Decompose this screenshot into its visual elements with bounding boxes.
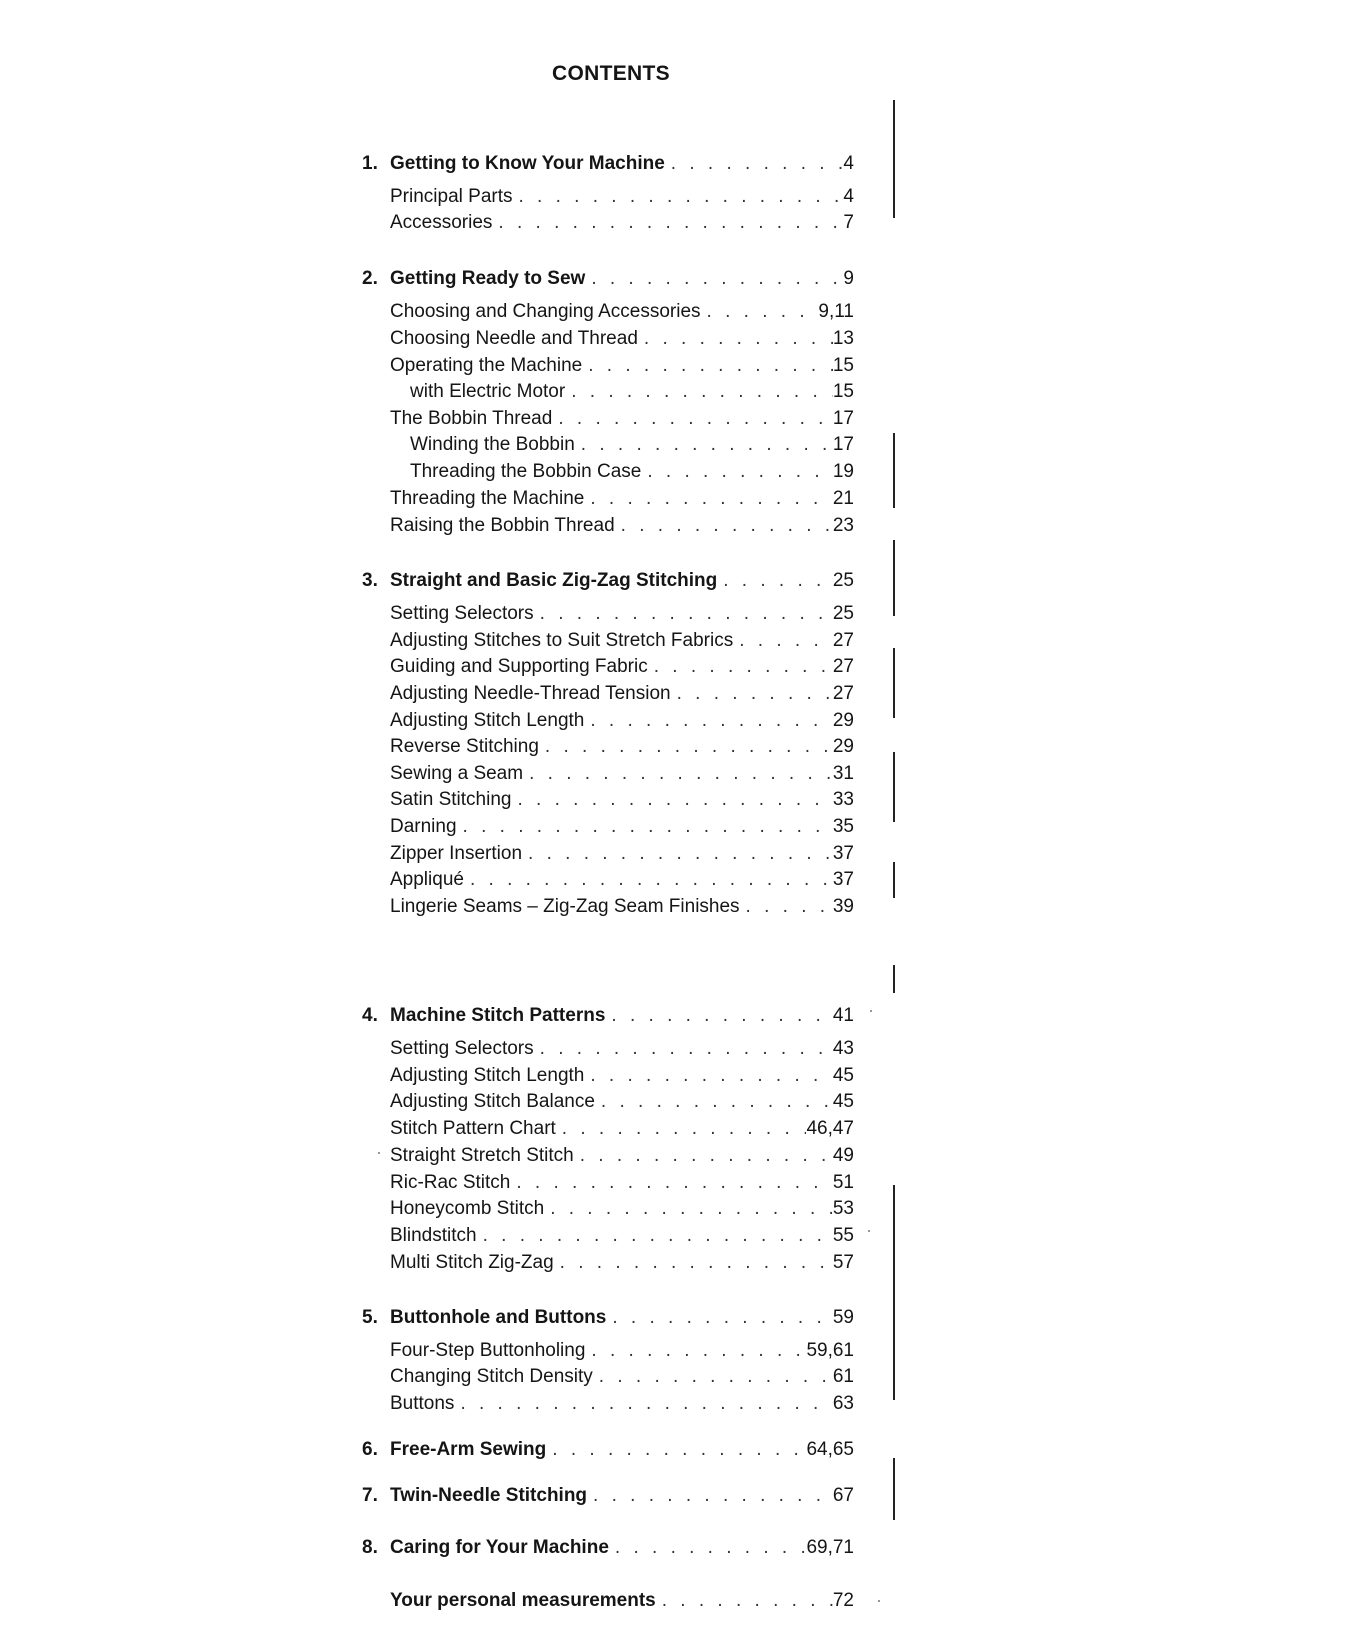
toc-page-number: 49 [832,1145,854,1166]
toc-entry-label: Adjusting Stitch Balance [390,1091,595,1112]
toc-entry-row [362,488,854,514]
toc-entry-label: Satin Stitching [390,789,512,810]
dot-leader [595,1091,833,1113]
toc-entry-row [362,1198,854,1224]
toc-page-number: 29 [832,710,854,731]
dot-leader [539,736,833,758]
toc-entry-label: Buttons [390,1393,455,1414]
toc-entry-label: Getting to Know Your Machine [390,153,665,174]
dot-leader [665,153,844,175]
toc-entry-row [362,763,854,789]
scan-speck [378,1152,380,1154]
toc-page-number: 53 [832,1198,854,1219]
toc-entry-row [362,1091,854,1117]
toc-entry-label: Adjusting Stitches to Suit Stretch Fabrics [390,630,734,651]
toc-section-number: 5. [362,1307,378,1328]
toc-section-row [362,1485,854,1511]
toc-entry-row [362,1340,854,1366]
dot-leader [574,1145,833,1167]
toc-entry-label: Straight Stretch Stitch [390,1145,574,1166]
dot-leader [477,1225,833,1247]
page-title: CONTENTS [552,62,670,85]
toc-entry-label: Straight and Basic Zig-Zag Stitching [390,570,718,591]
dot-leader [593,1366,833,1388]
toc-entry-row [362,816,854,842]
dot-leader [656,1590,833,1612]
toc-entry-label: Threading the Machine [390,488,585,509]
dot-leader [615,515,833,537]
toc-page-number: 27 [832,630,854,651]
dot-leader [575,434,833,456]
dot-leader [606,1307,833,1329]
dot-leader [457,816,833,838]
toc-entry-label: Ric-Rac Stitch [390,1172,511,1193]
toc-entry-label: Machine Stitch Patterns [390,1005,606,1026]
scan-margin-line [893,648,895,718]
toc-section-number: 1. [362,153,378,174]
toc-section-row [362,1537,854,1563]
toc-section-number: 3. [362,570,378,591]
toc-entry-label: Twin-Needle Stitching [390,1485,588,1506]
dot-leader [740,896,833,918]
toc-page-number: 15 [832,355,854,376]
toc-page-number: 19 [832,461,854,482]
toc-entry-row [362,1366,854,1392]
toc-entry-label: Stitch Pattern Chart [390,1118,556,1139]
toc-page-number: 37 [832,869,854,890]
dot-leader [565,381,833,403]
toc-entry-label: Adjusting Stitch Length [390,1065,585,1086]
toc-entry-row [362,869,854,895]
toc-entry-row [362,461,854,487]
dot-leader [554,1252,833,1274]
dot-leader [584,710,833,732]
toc-page-number: 72 [832,1590,854,1611]
toc-entry-row [362,212,854,238]
toc-page-number: 29 [832,736,854,757]
toc-entry-row [362,1393,854,1419]
toc-entry-row [362,789,854,815]
toc-page-number: 46,47 [806,1118,854,1139]
dot-leader [641,461,833,483]
toc-page-number: 64,65 [806,1439,854,1460]
toc-entry-row [362,328,854,354]
toc-entry-row [362,656,854,682]
dot-leader [609,1537,807,1559]
toc-page-number: 67 [832,1485,854,1506]
toc-page-number: 43 [832,1038,854,1059]
toc-entry-label: Threading the Bobbin Case [410,461,642,482]
dot-leader [605,1005,832,1027]
toc-entry-label: Adjusting Stitch Length [390,710,585,731]
dot-leader [584,488,833,510]
toc-entry-row [362,843,854,869]
toc-page-number: 31 [832,763,854,784]
toc-entry-row [362,381,854,407]
toc-entry-label: Raising the Bobbin Thread [390,515,615,536]
toc-entry-row [362,1252,854,1278]
toc-page-number: 25 [832,603,854,624]
toc-entry-label: Getting Ready to Sew [390,268,586,289]
toc-page-number: 9,11 [818,301,854,322]
toc-entry-label: Choosing Needle and Thread [390,328,638,349]
dot-leader [587,1485,833,1507]
dot-leader [523,763,833,785]
toc-page-number: 21 [832,488,854,509]
toc-entry-label: Lingerie Seams – Zig-Zag Seam Finishes [390,896,740,917]
toc-page-number: 27 [832,656,854,677]
toc-page-number: 13 [832,328,854,349]
scan-margin-line [893,752,895,822]
toc-entry-label: Multi Stitch Zig-Zag [390,1252,554,1273]
toc-entry-label: Honeycomb Stitch [390,1198,545,1219]
toc-section-number: 4. [362,1005,378,1026]
toc-page-number: 4 [843,186,854,207]
toc-entry-label: Changing Stitch Density [390,1366,593,1387]
dot-leader [552,408,833,430]
dot-leader [638,328,833,350]
scan-margin-line [893,540,895,616]
toc-entry-row [362,1225,854,1251]
toc-entry-row [362,301,854,327]
toc-page-number: 15 [832,381,854,402]
toc-entry-row [362,683,854,709]
toc-page-number: 35 [832,816,854,837]
dot-leader [464,869,833,891]
toc-entry-label: The Bobbin Thread [390,408,553,429]
dot-leader [585,268,843,290]
toc-entry-row [362,630,854,656]
toc-entry-label: Darning [390,816,457,837]
toc-page-number: 17 [832,408,854,429]
toc-section-row [362,1439,854,1465]
toc-entry-row [362,1145,854,1171]
scan-margin-line [893,1458,895,1520]
toc-entry-label: Zipper Insertion [390,843,523,864]
toc-entry-row [362,896,854,922]
toc-entry-label: Buttonhole and Buttons [390,1307,607,1328]
toc-page-number: 45 [832,1065,854,1086]
toc-entry-label: Appliqué [390,869,464,890]
dot-leader [585,1340,806,1362]
toc-entry-label: Setting Selectors [390,1038,534,1059]
toc-section-row [362,268,854,294]
toc-section-row [362,153,854,179]
toc-entry-row [362,1038,854,1064]
scan-speck [868,1230,870,1232]
toc-page-number: 69,71 [806,1537,854,1558]
toc-entry-label: Adjusting Needle-Thread Tension [390,683,671,704]
toc-entry-label: Accessories [390,212,493,233]
dot-leader [582,355,833,377]
dot-leader [454,1393,832,1415]
toc-page-number: 25 [832,570,854,591]
dot-leader [556,1118,807,1140]
toc-page-number: 17 [832,434,854,455]
toc-entry-label: Guiding and Supporting Fabric [390,656,648,677]
toc-section-number: 2. [362,268,378,289]
toc-page-number: 51 [832,1172,854,1193]
toc-entry-label: Choosing and Changing Accessories [390,301,701,322]
toc-page-number: 9 [843,268,854,289]
scan-speck [878,1600,880,1602]
toc-section-row [362,570,854,596]
toc-page-number: 61 [832,1366,854,1387]
dot-leader [534,1038,833,1060]
dot-leader [717,570,833,592]
toc-page-number: 4 [843,153,854,174]
toc-section-number: 7. [362,1485,378,1506]
toc-page-number: 23 [832,515,854,536]
toc-page-number: 55 [832,1225,854,1246]
dot-leader [584,1065,833,1087]
toc-entry-label: with Electric Motor [410,381,566,402]
toc-page-number: 41 [832,1005,854,1026]
toc-page-number: 57 [832,1252,854,1273]
toc-page-number: 33 [832,789,854,810]
toc-page-number: 27 [832,683,854,704]
scan-margin-line [893,965,895,993]
dot-leader [513,186,844,208]
toc-entry-row [362,515,854,541]
toc-page-number: 63 [832,1393,854,1414]
dot-leader [492,212,843,234]
dot-leader [671,683,833,705]
toc-page-number: 59,61 [806,1340,854,1361]
toc-section-row [362,1005,854,1031]
toc-entry-label: Reverse Stitching [390,736,539,757]
toc-entry-label: Operating the Machine [390,355,583,376]
toc-entry-label: Free-Arm Sewing [390,1439,547,1460]
toc-entry-label: Four-Step Buttonholing [390,1340,586,1361]
toc-entry-row [362,1065,854,1091]
toc-page-number: 7 [843,212,854,233]
toc-entry-label: Sewing a Seam [390,763,524,784]
toc-entry-row [362,355,854,381]
dot-leader [510,1172,833,1194]
dot-leader [546,1439,806,1461]
toc-entry-row [362,1172,854,1198]
toc-page-number: 59 [832,1307,854,1328]
scan-margin-line [893,862,895,898]
toc-entry-label: Caring for Your Machine [390,1537,609,1558]
toc-entry-row [362,186,854,212]
toc-entry-row [362,603,854,629]
dot-leader [544,1198,833,1220]
toc-entry-label: Your personal measurements [390,1590,656,1611]
toc-entry-label: Blindstitch [390,1225,477,1246]
scan-margin-line [893,100,895,218]
dot-leader [534,603,833,625]
toc-page-number: 39 [832,896,854,917]
dot-leader [522,843,833,865]
dot-leader [701,301,819,323]
toc-section-row [362,1307,854,1333]
toc-entry-row [362,408,854,434]
toc-entry-row [362,736,854,762]
toc-entry-label: Principal Parts [390,186,513,207]
toc-entry-row [362,1118,854,1144]
toc-entry-label: Winding the Bobbin [410,434,575,455]
dot-leader [648,656,833,678]
scan-speck [870,1010,872,1012]
dot-leader [511,789,832,811]
scan-margin-line [893,1185,895,1400]
toc-entry-row [362,710,854,736]
toc-section-number: 8. [362,1537,378,1558]
toc-section-row [362,1590,854,1616]
toc-entry-label: Setting Selectors [390,603,534,624]
dot-leader [733,630,833,652]
toc-section-number: 6. [362,1439,378,1460]
toc-page-number: 37 [832,843,854,864]
toc-page-number: 45 [832,1091,854,1112]
toc-entry-row [362,434,854,460]
scan-margin-line [893,433,895,508]
